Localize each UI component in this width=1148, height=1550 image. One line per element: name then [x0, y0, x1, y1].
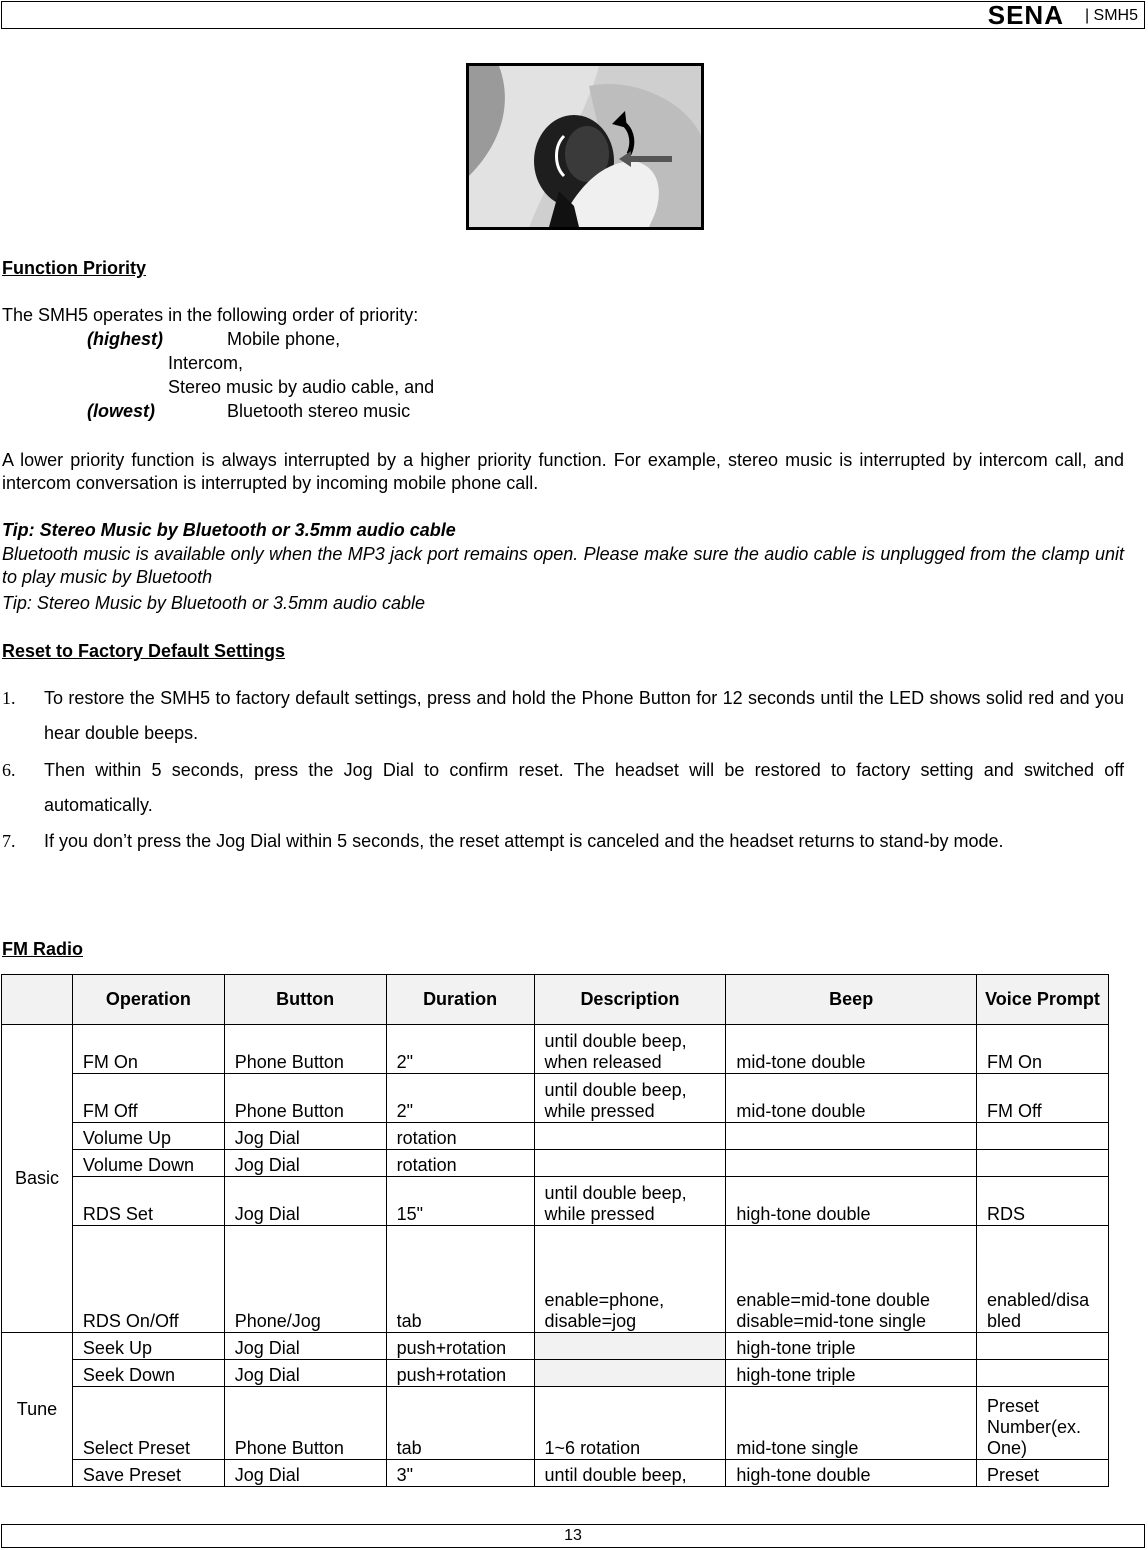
table-cell [534, 1150, 726, 1177]
table-cell: mid-tone double [726, 1074, 977, 1123]
table-row [2, 1123, 1109, 1150]
table-cell: Volume Down [72, 1150, 224, 1177]
table-cell [977, 1333, 1109, 1360]
priority-item-1: Mobile phone, [227, 329, 341, 349]
table-row [2, 1387, 1109, 1460]
jog-dial-illustration [469, 66, 701, 227]
table-cell: tab [386, 1387, 534, 1460]
table-cell: RDS Set [72, 1177, 224, 1226]
table-cell: Preset Number(ex. One) [977, 1387, 1109, 1460]
page-footer [1, 1524, 1145, 1548]
table-cell [726, 1150, 977, 1177]
tip-repeat: Tip: Stereo Music by Bluetooth or 3.5mm audio cable [2, 593, 426, 613]
table-cell: until double beep, while pressed [534, 1177, 726, 1226]
table-row [2, 1025, 1109, 1074]
page-header [1, 1, 1145, 29]
page-number: 13 [564, 1527, 582, 1544]
header-cell: Beep [726, 975, 977, 1025]
table-row [2, 1150, 1109, 1177]
table-cell: 2" [386, 1074, 534, 1123]
table-cell [977, 1150, 1109, 1177]
table-cell: mid-tone double [726, 1025, 977, 1074]
table-cell: Jog Dial [224, 1333, 386, 1360]
table-cell: until double beep, [534, 1460, 726, 1487]
table-cell: RDS On/Off [72, 1226, 224, 1333]
reset-heading: Reset to Factory Default Settings [2, 641, 286, 661]
table-row [2, 1177, 1109, 1226]
header-cell: Button [224, 975, 386, 1025]
lowest-label: (lowest) [87, 401, 156, 421]
header-cell: Operation [72, 975, 224, 1025]
table-row [2, 1460, 1109, 1487]
table-cell: Phone Button [224, 1387, 386, 1460]
header-cell: Voice Prompt [977, 975, 1109, 1025]
table-cell: 15" [386, 1177, 534, 1226]
table-cell: 3" [386, 1460, 534, 1487]
priority-item-4: Bluetooth stereo music [227, 401, 411, 421]
table-cell: Jog Dial [224, 1460, 386, 1487]
table-cell: high-tone double [726, 1460, 977, 1487]
table-cell: Jog Dial [224, 1177, 386, 1226]
table-row [2, 1333, 1109, 1360]
header-cell: Description [534, 975, 726, 1025]
table-cell: tab [386, 1226, 534, 1333]
table-cell: Phone Button [224, 1074, 386, 1123]
category-cell: Tune [2, 1333, 73, 1487]
highest-label: (highest) [87, 329, 163, 349]
header-cell [2, 975, 73, 1025]
table-cell: FM Off [977, 1074, 1109, 1123]
table-cell [726, 1123, 977, 1150]
table-cell [534, 1333, 726, 1360]
table-cell: enable=phone, disable=jog [534, 1226, 726, 1333]
table-row [2, 1360, 1109, 1387]
sena-logo: SENA [987, 0, 1064, 30]
table-row [2, 1226, 1109, 1333]
header-cell: Duration [386, 975, 534, 1025]
reset-step: To restore the SMH5 to factory default settings, press and hold the Phone Button for 12 seconds until the LED shows solid red and you hear double beeps. [44, 688, 1124, 743]
table-cell: until double beep, when released [534, 1025, 726, 1074]
table-cell: enable=mid-tone double disable=mid-tone single [726, 1226, 977, 1333]
table-cell: rotation [386, 1123, 534, 1150]
table-cell [977, 1123, 1109, 1150]
table-cell: enabled/disabled [977, 1226, 1109, 1333]
header-model: | SMH5 [1084, 7, 1138, 24]
table-cell: mid-tone single [726, 1387, 977, 1460]
table-cell [534, 1123, 726, 1150]
table-cell: 1~6 rotation [534, 1387, 726, 1460]
table-cell [534, 1360, 726, 1387]
table-cell: Select Preset [72, 1387, 224, 1460]
table-cell: Phone Button [224, 1025, 386, 1074]
table-cell: Seek Down [72, 1360, 224, 1387]
category-cell: Basic [2, 1025, 73, 1333]
priority-item-3: Stereo music by audio cable, and [168, 377, 435, 397]
table-cell: push+rotation [386, 1360, 534, 1387]
table-cell: FM On [72, 1025, 224, 1074]
table-header-row [2, 975, 1109, 1025]
table-cell: Jog Dial [224, 1150, 386, 1177]
table-row [2, 1074, 1109, 1123]
table-cell: Save Preset [72, 1460, 224, 1487]
step-number: 1. [2, 688, 16, 708]
function-priority-heading: Function Priority [2, 258, 146, 278]
table-cell: 2" [386, 1025, 534, 1074]
jog-dial-photo [466, 63, 704, 230]
table-cell: Jog Dial [224, 1123, 386, 1150]
table-cell: high-tone double [726, 1177, 977, 1226]
table-cell: push+rotation [386, 1333, 534, 1360]
tip-heading: Tip: Stereo Music by Bluetooth or 3.5mm audio cable [2, 520, 456, 540]
tip-body: Bluetooth music is available only when the MP3 jack port remains open. Please make sure the audio cable is unplugged from the clamp unit to play music by Bluetooth [2, 544, 1124, 587]
table-cell: high-tone triple [726, 1360, 977, 1387]
table-cell: Volume Up [72, 1123, 224, 1150]
fm-radio-heading: FM Radio [2, 939, 83, 959]
reset-step: If you don’t press the Jog Dial within 5 seconds, the reset attempt is canceled and the headset returns to stand-by mode. [44, 831, 1004, 851]
table-cell: Preset [977, 1460, 1109, 1487]
priority-intro: The SMH5 operates in the following order of priority: [2, 305, 419, 325]
table-cell: RDS [977, 1177, 1109, 1226]
table-cell [977, 1360, 1109, 1387]
priority-paragraph: A lower priority function is always interrupted by a higher priority function. For example, stereo music is interrupted by intercom call, and intercom conversation is interrupted by incoming mobile phone call. [2, 450, 1124, 493]
table-cell: Phone/Jog [224, 1226, 386, 1333]
table-cell: Jog Dial [224, 1360, 386, 1387]
table-cell: Seek Up [72, 1333, 224, 1360]
table-cell: FM Off [72, 1074, 224, 1123]
reset-step: Then within 5 seconds, press the Jog Dial to confirm reset. The headset will be restored to factory setting and switched off automatically. [44, 760, 1124, 815]
table-cell: until double beep, while pressed [534, 1074, 726, 1123]
step-number: 6. [2, 760, 16, 780]
priority-item-2: Intercom, [168, 353, 244, 373]
step-number: 7. [2, 831, 16, 851]
table-cell: high-tone triple [726, 1333, 977, 1360]
table-cell: rotation [386, 1150, 534, 1177]
table-cell: FM On [977, 1025, 1109, 1074]
fm-radio-table [1, 974, 1109, 1487]
